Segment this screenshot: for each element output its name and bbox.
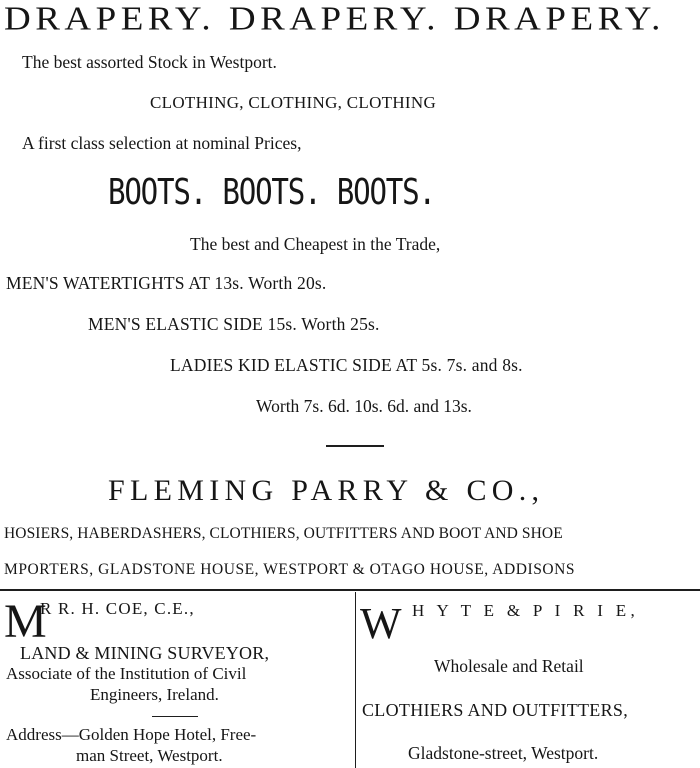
coe-associate: Associate of the Institution of Civil — [6, 664, 247, 683]
whyte-drop-initial: W — [360, 599, 402, 648]
ads-top-rule — [0, 589, 700, 591]
price-item-worth: Worth 7s. 6d. 10s. 6d. and 13s. — [256, 396, 472, 416]
price-item-elastic-side: MEN'S ELASTIC SIDE 15s. Worth 25s. — [88, 314, 380, 334]
firm-importers: MPORTERS, GLADSTONE HOUSE, WESTPORT & OTAGO HOUSE, ADDISONS — [4, 561, 576, 578]
coe-address: Address—Golden Hope Hotel, Free- — [6, 725, 257, 744]
price-item-watertights: MEN'S WATERTIGHTS AT 13s. Worth 20s. — [6, 273, 327, 293]
whyte-clothiers: CLOTHIERS AND OUTFITTERS, — [362, 700, 629, 720]
coe-title: LAND & MINING SURVEYOR, — [20, 643, 270, 663]
price-item-ladies-kid: LADIES KID ELASTIC SIDE AT 5s. 7s. and 8s. — [170, 355, 523, 375]
drapery-headline: DRAPERY. DRAPERY. DRAPERY. — [4, 0, 665, 38]
clothing-line: CLOTHING, CLOTHING, CLOTHING — [150, 93, 437, 112]
stock-line: The best assorted Stock in Westport. — [22, 52, 277, 72]
selection-line: A first class selection at nominal Prices, — [22, 133, 302, 153]
coe-drop-initial: M — [4, 595, 47, 648]
coe-heading: R R. H. COE, C.E., — [40, 599, 195, 618]
firm-trades: HOSIERS, HABERDASHERS, CLOTHIERS, OUTFITTERS AND BOOT AND SHOE — [4, 525, 563, 542]
cheapest-line: The best and Cheapest in the Trade, — [190, 234, 441, 254]
coe-rule — [152, 716, 198, 717]
coe-street: man Street, Westport. — [76, 746, 223, 765]
whyte-address: Gladstone-street, Westport. — [408, 743, 599, 763]
column-divider — [355, 592, 356, 768]
section-rule — [326, 445, 384, 447]
coe-engineers: Engineers, Ireland. — [90, 685, 219, 704]
whyte-wholesale: Wholesale and Retail — [434, 656, 584, 676]
whyte-heading: H Y T E & P I R I E, — [412, 601, 640, 620]
firm-name: FLEMING PARRY & CO., — [108, 474, 545, 507]
boots-headline: BOOTS. BOOTS. BOOTS. — [108, 172, 435, 213]
